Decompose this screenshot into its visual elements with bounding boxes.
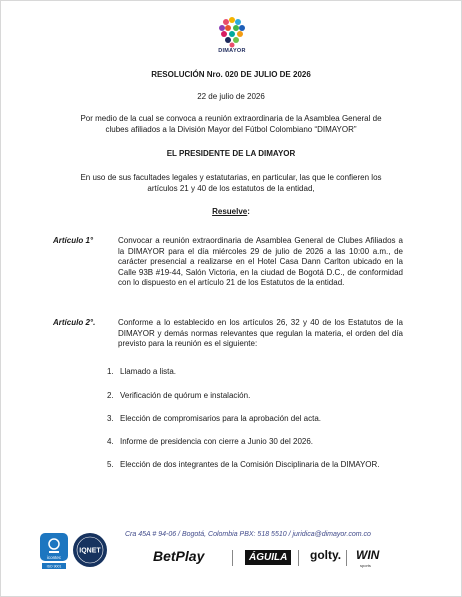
resolution-date: 22 de julio de 2026 xyxy=(197,92,265,101)
article-1-text: Convocar a reunión extraordinaria de Asamblea General de Clubes Afiliados a la DIMAYOR para el día miércoles 29 de julio de 2026 a las 10:00 a.m., de carácter presencial a realizarse en el Hotel Casa Dann Carlton ubicado en la Calle 93B #19-44, Salón Victoria, en la ciudad de Bogotá D.C., de conformidad con lo dispuesto en el artículo 21 de los Estatutos de la entidad. xyxy=(118,236,403,288)
iqnet-label: IQNET xyxy=(79,547,101,555)
powers-line-1: En uso de sus facultades legales y estatutarias, en particular, las que le confieren los xyxy=(80,173,382,182)
agenda-item-text: Informe de presidencia con cierre a Junio 30 del 2026. xyxy=(120,437,314,446)
logo-label: DIMAYOR xyxy=(218,48,246,54)
agenda-item-number: 3. xyxy=(107,414,114,423)
resolve-word: Resuelve xyxy=(212,207,248,216)
article-1-label: Artículo 1° xyxy=(53,236,94,245)
agenda-item xyxy=(107,437,313,447)
agenda-item-number: 4. xyxy=(107,437,114,446)
sponsor-win: WIN xyxy=(356,548,380,562)
resolution-title: RESOLUCIÓN Nro. 020 DE JULIO DE 2026 xyxy=(151,70,311,79)
sponsor-divider xyxy=(232,550,233,566)
agenda-item xyxy=(107,391,250,401)
agenda-item-text: Verificación de quórum e instalación. xyxy=(120,391,251,400)
agenda-item xyxy=(107,414,321,424)
summary-line-1: Por medio de la cual se convoca a reunión extraordinaria de la Asamblea General de xyxy=(80,114,382,123)
agenda-item xyxy=(107,367,176,377)
summary-line-2: clubes afiliados a la División Mayor del Fútbol Colombiano “DIMAYOR” xyxy=(105,125,357,134)
agenda-item-number: 5. xyxy=(107,460,114,469)
resolve-colon: : xyxy=(247,207,250,216)
issuer-heading: EL PRESIDENTE DE LA DIMAYOR xyxy=(166,149,296,158)
iso-label: ISO 9001 xyxy=(46,564,62,569)
agenda-item-text: Llamado a lista. xyxy=(120,367,177,376)
iqnet-badge xyxy=(72,532,108,568)
agenda-item-number: 2. xyxy=(107,391,114,400)
sponsor-golty: golty. xyxy=(310,548,342,562)
icontec-badge xyxy=(39,532,69,574)
agenda-item-text: Elección de compromisarios para la aprobación del acta. xyxy=(120,414,321,423)
sponsor-divider xyxy=(298,550,299,566)
sponsor-betplay: BetPlay xyxy=(153,548,205,564)
sponsor-aguila: ÁGUILA xyxy=(245,550,291,565)
agenda-item-text: Elección de dos integrantes de la Comisión Disciplinaria de la DIMAYOR. xyxy=(120,460,380,469)
powers-line-2: artículos 21 y 40 de los estatutos de la entidad, xyxy=(147,184,315,193)
resolve-heading xyxy=(40,206,422,217)
article-2 xyxy=(53,318,403,350)
agenda-item xyxy=(107,460,380,470)
article-1 xyxy=(53,236,403,289)
agenda-item-number: 1. xyxy=(107,367,114,376)
sponsor-divider xyxy=(346,550,347,566)
footer-address: Cra 45A # 94-06 / Bogotá, Colombia PBX: 518 5510 / juridica@dimayor.com.co xyxy=(125,531,371,538)
article-2-label: Artículo 2°. xyxy=(53,318,96,327)
article-2-text: Conforme a lo establecido en los artículos 26, 32 y 40 de los Estatutos de la DIMAYOR y demás normas relevantes que regulan la materia, el orden del día previsto para la reunión es el siguiente: xyxy=(118,318,403,349)
sponsor-win-sub: sports xyxy=(360,563,371,568)
icontec-label: icontec xyxy=(46,555,62,560)
